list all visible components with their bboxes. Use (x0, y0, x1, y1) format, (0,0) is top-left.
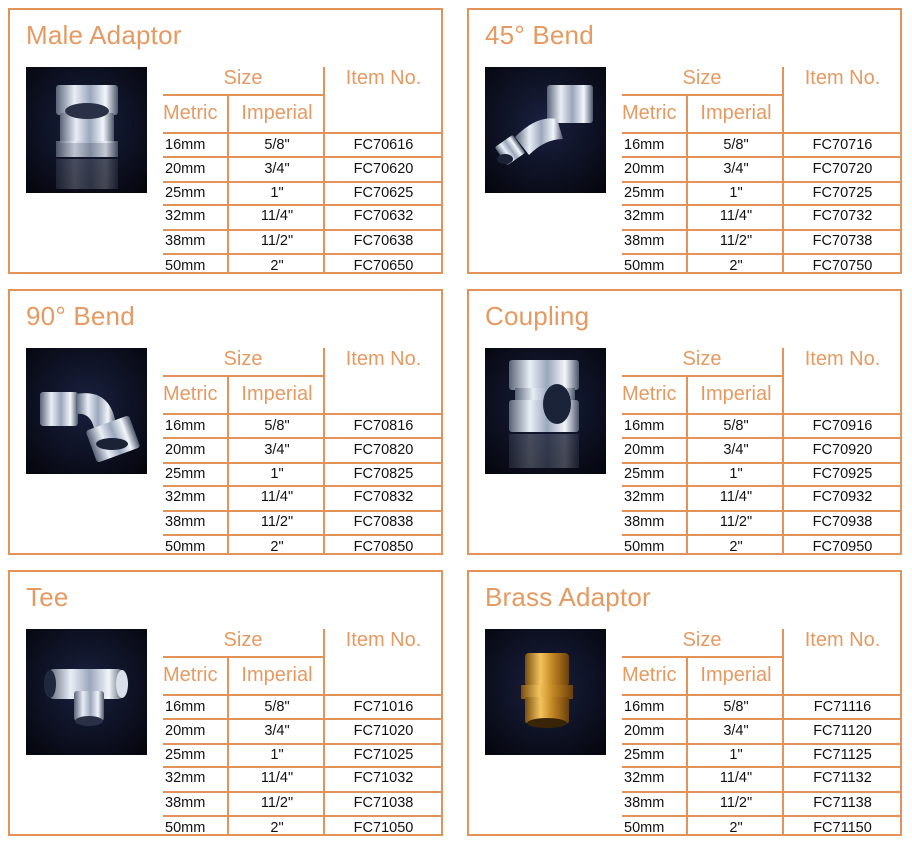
metric-cell: 38mm (165, 233, 206, 249)
divider (163, 534, 442, 536)
metric-cell: 16mm (624, 699, 665, 715)
imperial-cell: 3/4" (723, 442, 749, 458)
imperial-cell: 1" (270, 466, 284, 482)
imperial-cell: 11/4" (260, 770, 294, 786)
divider (163, 181, 442, 183)
divider (163, 485, 442, 487)
metric-cell: 25mm (165, 747, 206, 763)
metric-cell: 38mm (624, 514, 665, 530)
item-no-header: Item No. (804, 67, 881, 89)
divider (163, 229, 442, 231)
metric-cell: 25mm (624, 185, 665, 201)
size-header: Size (682, 67, 722, 89)
item-number-cell: FC70632 (353, 208, 414, 224)
item-number-cell: FC71150 (813, 820, 872, 836)
imperial-header: Imperial (700, 383, 772, 405)
divider (163, 743, 442, 745)
product-title: Coupling (485, 301, 590, 331)
item-number-cell: FC70850 (353, 539, 414, 555)
item-number-cell: FC70832 (353, 489, 414, 505)
metric-cell: 32mm (165, 208, 206, 224)
metric-cell: 38mm (165, 795, 206, 811)
size-header: Size (682, 629, 722, 651)
metric-cell: 16mm (165, 418, 206, 434)
90-bend-photo (26, 348, 147, 474)
metric-cell: 25mm (624, 747, 665, 763)
product-panel (8, 289, 443, 555)
metric-cell: 38mm (624, 233, 665, 249)
divider (622, 791, 901, 793)
item-number-cell: FC71038 (353, 795, 414, 811)
metric-cell: 32mm (624, 208, 665, 224)
imperial-cell: 11/2" (719, 233, 753, 249)
divider (622, 181, 901, 183)
divider (622, 413, 901, 415)
product-panel (8, 8, 443, 274)
metric-header: Metric (163, 383, 218, 405)
divider (163, 694, 442, 696)
item-number-cell: FC71138 (813, 795, 872, 811)
imperial-cell: 2" (729, 539, 743, 555)
metric-cell: 20mm (165, 442, 206, 458)
imperial-cell: 3/4" (723, 723, 749, 739)
imperial-cell: 5/8" (723, 418, 749, 434)
item-no-header: Item No. (345, 348, 422, 370)
divider (622, 694, 901, 696)
metric-header: Metric (163, 664, 218, 686)
metric-cell: 50mm (165, 820, 206, 836)
male-adaptor-photo (26, 67, 147, 193)
item-number-cell: FC70820 (353, 442, 414, 458)
item-number-cell: FC71025 (353, 747, 414, 763)
item-number-cell: FC70732 (812, 208, 873, 224)
divider (163, 510, 442, 512)
divider (622, 156, 901, 158)
45-bend-photo (485, 67, 606, 193)
imperial-header: Imperial (241, 102, 313, 124)
divider (163, 94, 323, 96)
metric-cell: 50mm (624, 820, 665, 836)
item-number-cell: FC71116 (813, 699, 872, 715)
metric-cell: 20mm (165, 723, 206, 739)
product-panel (467, 570, 902, 836)
item-number-cell: FC71125 (813, 747, 872, 763)
metric-cell: 16mm (165, 137, 206, 153)
imperial-cell: 1" (729, 185, 743, 201)
divider (163, 156, 442, 158)
divider (163, 462, 442, 464)
metric-cell: 20mm (624, 161, 665, 177)
imperial-cell: 2" (270, 258, 284, 274)
metric-cell: 16mm (165, 699, 206, 715)
item-number-cell: FC70938 (812, 514, 873, 530)
size-table (163, 67, 442, 273)
metric-cell: 20mm (165, 161, 206, 177)
imperial-cell: 11/2" (260, 795, 294, 811)
product-title: Brass Adaptor (485, 582, 651, 612)
item-number-cell: FC70625 (353, 185, 414, 201)
metric-cell: 50mm (624, 539, 665, 555)
divider (622, 766, 901, 768)
metric-header: Metric (163, 102, 218, 124)
imperial-cell: 2" (270, 539, 284, 555)
divider (622, 94, 782, 96)
item-number-cell: FC70825 (353, 466, 414, 482)
metric-cell: 50mm (165, 539, 206, 555)
imperial-cell: 1" (729, 466, 743, 482)
metric-header: Metric (622, 102, 677, 124)
size-table (622, 67, 901, 273)
imperial-cell: 11/2" (260, 233, 294, 249)
item-number-cell: FC70738 (812, 233, 873, 249)
item-number-cell: FC70916 (812, 418, 873, 434)
item-number-cell: FC70816 (353, 418, 414, 434)
imperial-cell: 11/2" (719, 795, 753, 811)
imperial-cell: 11/4" (260, 489, 294, 505)
imperial-cell: 5/8" (723, 137, 749, 153)
imperial-cell: 1" (729, 747, 743, 763)
imperial-cell: 2" (729, 258, 743, 274)
imperial-cell: 3/4" (264, 723, 290, 739)
imperial-cell: 11/4" (719, 770, 753, 786)
metric-cell: 16mm (624, 418, 665, 434)
metric-cell: 38mm (624, 795, 665, 811)
brass-adaptor-photo (485, 629, 606, 755)
divider (622, 743, 901, 745)
item-number-cell: FC71120 (813, 723, 872, 739)
item-number-cell: FC70720 (812, 161, 873, 177)
divider (163, 791, 442, 793)
product-title: 45° Bend (485, 20, 594, 50)
imperial-cell: 11/4" (719, 489, 753, 505)
item-no-header: Item No. (804, 629, 881, 651)
metric-cell: 32mm (165, 770, 206, 786)
imperial-cell: 3/4" (723, 161, 749, 177)
divider (163, 437, 442, 439)
product-title: Male Adaptor (26, 20, 182, 50)
product-panel (467, 8, 902, 274)
divider (622, 718, 901, 720)
metric-cell: 50mm (624, 258, 665, 274)
divider (163, 815, 442, 817)
size-table (622, 629, 901, 835)
divider (163, 413, 442, 415)
metric-cell: 20mm (624, 723, 665, 739)
divider (622, 375, 782, 377)
imperial-cell: 5/8" (264, 699, 290, 715)
item-no-header: Item No. (804, 348, 881, 370)
imperial-cell: 1" (270, 747, 284, 763)
metric-header: Metric (622, 383, 677, 405)
metric-cell: 25mm (165, 466, 206, 482)
imperial-cell: 3/4" (264, 161, 290, 177)
item-no-header: Item No. (345, 67, 422, 89)
item-number-cell: FC71032 (353, 770, 414, 786)
divider (622, 253, 901, 255)
divider (163, 204, 442, 206)
item-number-cell: FC71016 (353, 699, 414, 715)
item-number-cell: FC70925 (812, 466, 873, 482)
item-number-cell: FC70950 (812, 539, 873, 555)
imperial-header: Imperial (241, 664, 313, 686)
imperial-cell: 1" (270, 185, 284, 201)
imperial-header: Imperial (700, 102, 772, 124)
divider (622, 462, 901, 464)
imperial-cell: 2" (270, 820, 284, 836)
item-number-cell: FC70920 (812, 442, 873, 458)
imperial-cell: 5/8" (723, 699, 749, 715)
size-header: Size (682, 348, 722, 370)
imperial-cell: 2" (729, 820, 743, 836)
divider (622, 204, 901, 206)
imperial-cell: 11/2" (719, 514, 753, 530)
size-table (163, 348, 442, 554)
item-number-cell: FC71050 (353, 820, 414, 836)
size-header: Size (223, 629, 263, 651)
item-number-cell: FC70638 (353, 233, 414, 249)
size-header: Size (223, 348, 263, 370)
divider (163, 656, 323, 658)
metric-cell: 38mm (165, 514, 206, 530)
divider (163, 375, 323, 377)
imperial-cell: 11/4" (719, 208, 753, 224)
imperial-header: Imperial (241, 383, 313, 405)
metric-cell: 25mm (165, 185, 206, 201)
product-title: 90° Bend (26, 301, 135, 331)
divider (163, 253, 442, 255)
product-panel (8, 570, 443, 836)
divider (622, 656, 782, 658)
size-table (622, 348, 901, 554)
divider (622, 132, 901, 134)
item-number-cell: FC70616 (353, 137, 414, 153)
item-number-cell: FC71020 (353, 723, 414, 739)
divider (163, 132, 442, 134)
item-no-header: Item No. (345, 629, 422, 651)
divider (622, 534, 901, 536)
divider (622, 229, 901, 231)
imperial-cell: 5/8" (264, 418, 290, 434)
imperial-cell: 11/4" (260, 208, 294, 224)
metric-header: Metric (622, 664, 677, 686)
divider (622, 510, 901, 512)
size-header: Size (223, 67, 263, 89)
divider (622, 815, 901, 817)
imperial-header: Imperial (700, 664, 772, 686)
metric-cell: 25mm (624, 466, 665, 482)
divider (622, 437, 901, 439)
item-number-cell: FC71132 (813, 770, 872, 786)
metric-cell: 20mm (624, 442, 665, 458)
divider (163, 718, 442, 720)
divider (622, 485, 901, 487)
product-title: Tee (26, 582, 69, 612)
divider (163, 766, 442, 768)
metric-cell: 32mm (624, 770, 665, 786)
item-number-cell: FC70650 (353, 258, 414, 274)
item-number-cell: FC70725 (812, 185, 873, 201)
size-table (163, 629, 442, 835)
item-number-cell: FC70716 (812, 137, 873, 153)
item-number-cell: FC70620 (353, 161, 414, 177)
coupling-photo (485, 348, 606, 474)
product-panel (467, 289, 902, 555)
imperial-cell: 11/2" (260, 514, 294, 530)
metric-cell: 16mm (624, 137, 665, 153)
imperial-cell: 3/4" (264, 442, 290, 458)
metric-cell: 50mm (165, 258, 206, 274)
item-number-cell: FC70838 (353, 514, 414, 530)
metric-cell: 32mm (624, 489, 665, 505)
item-number-cell: FC70750 (812, 258, 873, 274)
metric-cell: 32mm (165, 489, 206, 505)
tee-photo (26, 629, 147, 755)
imperial-cell: 5/8" (264, 137, 290, 153)
item-number-cell: FC70932 (812, 489, 873, 505)
